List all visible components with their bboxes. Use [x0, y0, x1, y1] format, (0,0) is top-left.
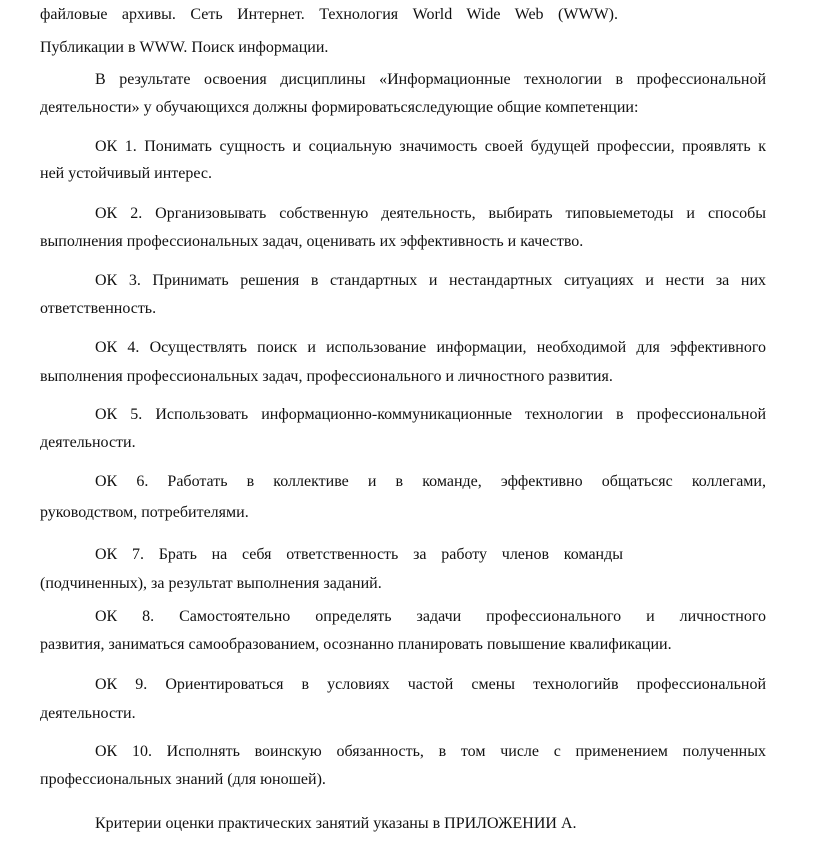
competency-ok9: ОК 9. Ориентироваться в условиях частой смены технологийв профессиональной: [95, 676, 766, 693]
competency-ok6: ОК 6. Работать в коллективе и в команде, эффективно общатьсяс коллегами,: [95, 473, 766, 490]
competency-ok1: ОК 1. Понимать сущность и социальную значимость своей будущей профессии, проявлять к: [95, 138, 766, 155]
competency-ok2: ОК 2. Организовывать собственную деятельность, выбирать типовыеметоды и способы: [95, 205, 766, 222]
competency-ok10: ОК 10. Исполнять воинскую обязанность, в том числе с применением полученных: [95, 743, 766, 760]
text-line: руководством, потребителями.: [40, 504, 249, 521]
text-line: файловые архивы. Сеть Интернет. Технология World Wide Web (WWW).: [40, 6, 618, 23]
text-line: профессиональных знаний (для юношей).: [40, 771, 326, 788]
text-line: ответственность.: [40, 300, 157, 317]
text-line: развития, заниматься самообразованием, осознанно планировать повышение квалификации.: [40, 636, 672, 653]
competency-ok7: ОК 7. Брать на себя ответственность за работу членов команды: [95, 546, 623, 563]
competency-ok3: ОК 3. Принимать решения в стандартных и нестандартных ситуациях и нести за них: [95, 272, 766, 289]
text-line: Публикации в WWW. Поиск информации.: [40, 39, 329, 56]
text-line: деятельности.: [40, 705, 136, 722]
text-line: деятельности» у обучающихся должны формироватьсяследующие общие компетенции:: [40, 99, 639, 116]
text-line: (подчиненных), за результат выполнения заданий.: [40, 575, 382, 592]
assessment-criteria-note: Критерии оценки практических занятий указаны в ПРИЛОЖЕНИИ А.: [95, 815, 577, 832]
text-line: выполнения профессиональных задач, оценивать их эффективность и качество.: [40, 233, 584, 250]
paragraph-first-line: В результате освоения дисциплины «Информационные технологии в профессиональной: [95, 71, 766, 88]
competency-ok8: ОК 8. Самостоятельно определять задачи профессионального и личностного: [95, 608, 766, 625]
competency-ok5: ОК 5. Использовать информационно-коммуникационные технологии в профессиональной: [95, 406, 766, 423]
text-line: деятельности.: [40, 434, 136, 451]
competency-ok4: ОК 4. Осуществлять поиск и использование информации, необходимой для эффективного: [95, 339, 766, 356]
text-line: выполнения профессиональных задач, профессионального и личностного развития.: [40, 368, 613, 385]
text-line: ней устойчивый интерес.: [40, 165, 212, 182]
